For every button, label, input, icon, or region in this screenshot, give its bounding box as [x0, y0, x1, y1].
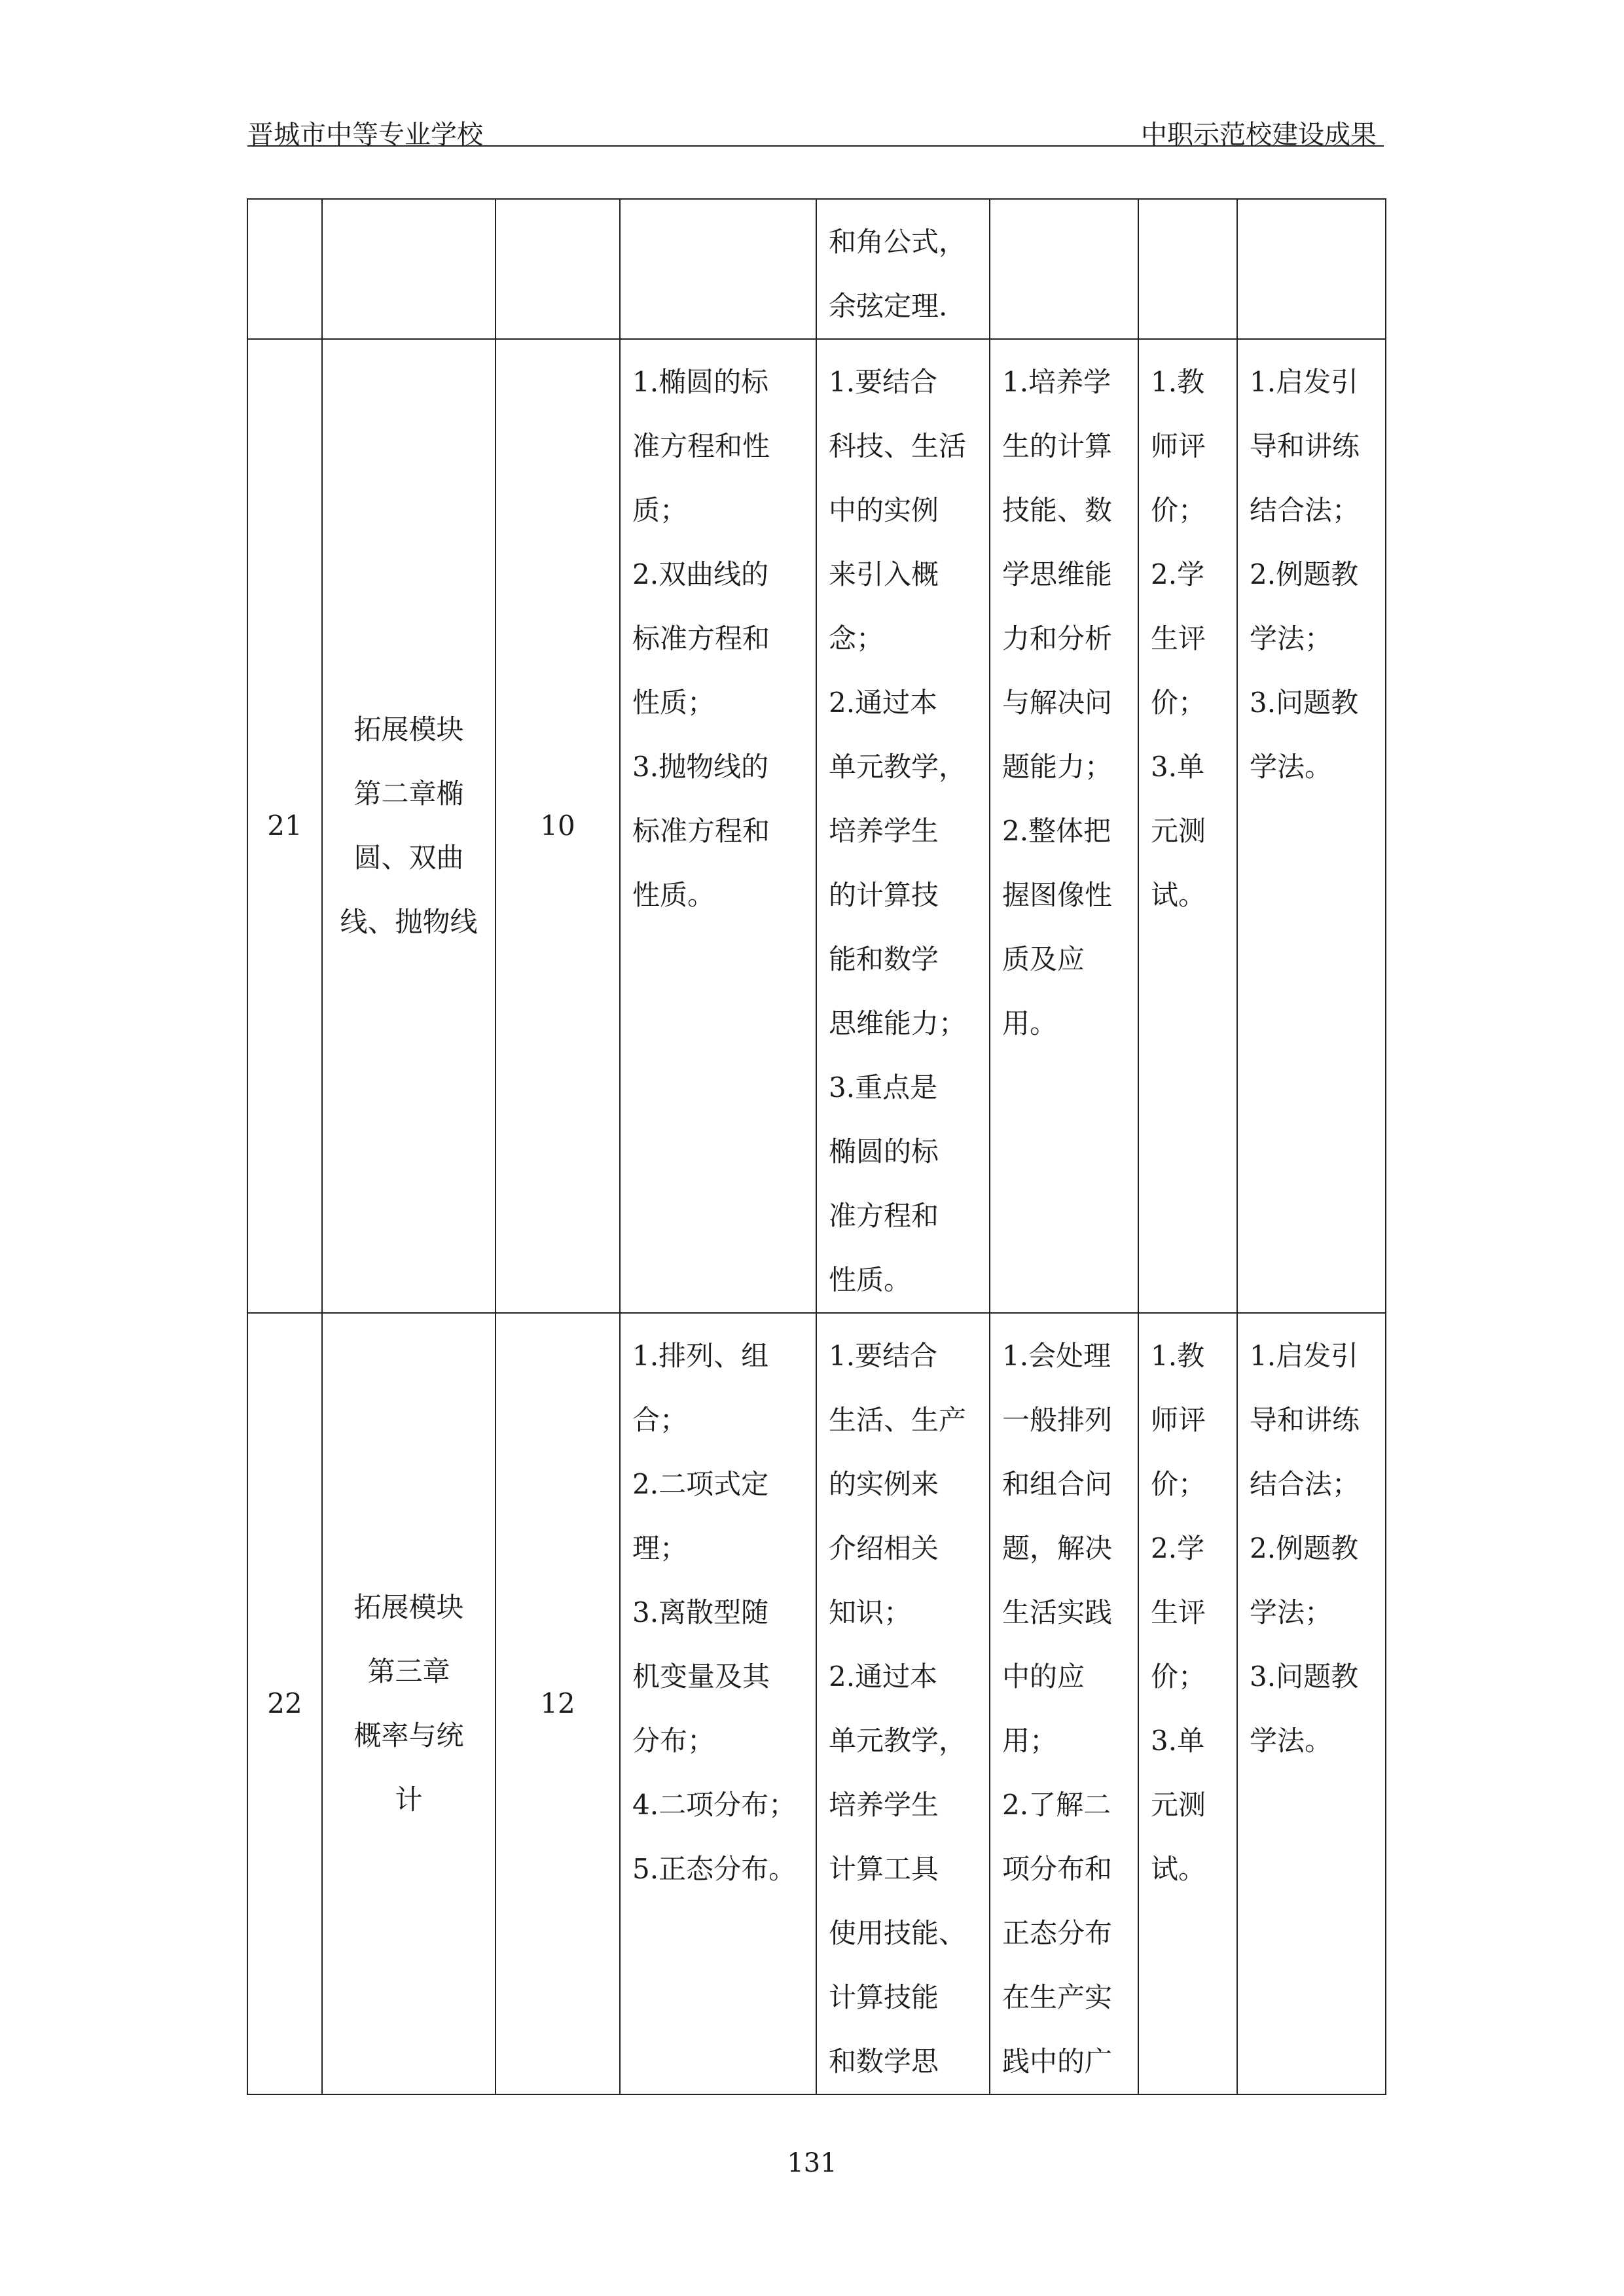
- cell-text-line: 3.单: [1151, 751, 1205, 783]
- cell-text-line: 3.单: [1151, 1725, 1205, 1757]
- cell-text-line: 元测: [1151, 815, 1206, 847]
- cell-text-line: 的实例来: [829, 1468, 939, 1500]
- cell-text-line: 的计算技: [829, 879, 939, 911]
- cell-text-line: 1.启发引: [1250, 1340, 1359, 1372]
- cell-text-line: 5.正态分布。: [632, 1853, 797, 1885]
- cell-text-line: 概率与统: [353, 1719, 464, 1751]
- cell-text-line: 椭圆的标: [829, 1136, 939, 1168]
- cell-methods: [1237, 339, 1386, 1313]
- cell-text-line: 题，解决: [1002, 1532, 1113, 1564]
- cell-text-line: 和角公式，: [829, 226, 967, 258]
- cell-text-line: 3.抛物线的: [632, 751, 769, 783]
- table-body: [247, 199, 1386, 2094]
- cell-text-line: 准方程和性: [632, 430, 770, 462]
- cell-text-line: 价；: [1151, 1660, 1206, 1693]
- cell-number: 22: [247, 1313, 322, 2094]
- cell-text-line: 3.重点是: [829, 1071, 938, 1103]
- cell-methods: [1237, 199, 1386, 339]
- cell-text-line: 性质。: [632, 879, 715, 911]
- cell-text-line: 标准方程和: [632, 815, 770, 847]
- cell-text-line: 价；: [1151, 1468, 1206, 1500]
- cell-text-line: 生评: [1151, 1596, 1206, 1628]
- cell-text-line: 2.通过本: [829, 687, 938, 719]
- cell-text-line: 技能、数: [1002, 494, 1113, 526]
- cell-text-line: 念；: [829, 622, 884, 655]
- cell-text-line: 能和数学: [829, 943, 939, 975]
- cell-text-line: 余弦定理.: [829, 290, 948, 322]
- cell-content: [620, 339, 816, 1313]
- cell-text-line: 性质；: [632, 687, 715, 719]
- cell-goals: [990, 199, 1138, 339]
- cell-text-line: 拓展模块: [353, 713, 464, 745]
- cell-text-line: 正态分布: [1002, 1917, 1113, 1949]
- cell-text-line: 线、抛物线: [340, 906, 478, 938]
- cell-text-line: 用；: [1002, 1725, 1058, 1757]
- cell-text-line: 师评: [1151, 430, 1206, 462]
- cell-text-line: 3.离散型随: [632, 1596, 769, 1628]
- cell-text-line: 计: [395, 1784, 423, 1816]
- cell-hours: [496, 199, 620, 339]
- cell-goals: [990, 339, 1138, 1313]
- cell-methods: [1237, 1313, 1386, 2094]
- cell-text-line: 学法。: [1250, 751, 1333, 783]
- cell-text-line: 1.启发引: [1250, 366, 1359, 398]
- cell-text-line: 试。: [1151, 1853, 1206, 1885]
- cell-text-line: 培养学生: [829, 815, 939, 847]
- cell-text-line: 2.整体把: [1002, 815, 1111, 847]
- cell-text-line: 导和讲练: [1250, 430, 1360, 462]
- cell-text-line: 题能力；: [1002, 751, 1113, 783]
- page-number: 131: [787, 2148, 837, 2178]
- cell-text-line: 拓展模块: [353, 1591, 464, 1623]
- cell-text-line: 生评: [1151, 622, 1206, 655]
- cell-text-line: 单元教学，: [829, 751, 967, 783]
- cell-text-line: 3.问题教: [1250, 687, 1359, 719]
- cell-text-line: 计算技能: [829, 1981, 939, 2013]
- cell-text-line: 1.会处理: [1002, 1340, 1111, 1372]
- cell-text-line: 性质。: [829, 1264, 912, 1296]
- cell-text-line: 2.二项式定: [632, 1468, 769, 1500]
- cell-text-line: 结合法；: [1250, 1468, 1360, 1500]
- cell-text-line: 试。: [1151, 879, 1206, 911]
- cell-text-line: 价；: [1151, 494, 1206, 526]
- cell-hours: 10: [496, 339, 620, 1313]
- cell-text-line: 理；: [632, 1532, 688, 1564]
- cell-text-line: 1.教: [1151, 1340, 1205, 1372]
- cell-text-line: 导和讲练: [1250, 1404, 1360, 1436]
- header-divider: [247, 145, 1384, 147]
- cell-text-line: 培养学生: [829, 1789, 939, 1821]
- cell-text-line: 生活、生产: [829, 1404, 967, 1436]
- cell-text-line: 知识；: [829, 1596, 912, 1628]
- cell-requirements: [816, 339, 990, 1313]
- cell-unit: [322, 1313, 496, 2094]
- cell-text-line: 标准方程和: [632, 622, 770, 655]
- cell-text-line: 中的应: [1002, 1660, 1085, 1693]
- cell-text-line: 师评: [1151, 1404, 1206, 1436]
- cell-text-line: 学法；: [1250, 1596, 1333, 1628]
- cell-number: 21: [247, 339, 322, 1313]
- cell-text-line: 1.椭圆的标: [632, 366, 769, 398]
- cell-goals: [990, 1313, 1138, 2094]
- cell-text-line: 在生产实: [1002, 1981, 1113, 2013]
- cell-text-line: 质及应: [1002, 943, 1085, 975]
- cell-text-line: 用。: [1002, 1007, 1058, 1039]
- cell-text-line: 践中的广: [1002, 2045, 1113, 2077]
- cell-text-line: 与解决问: [1002, 687, 1113, 719]
- cell-text-line: 准方程和: [829, 1200, 939, 1232]
- cell-text-line: 分布；: [632, 1725, 715, 1757]
- cell-text-line: 质；: [632, 494, 688, 526]
- cell-unit: [322, 339, 496, 1313]
- cell-text-line: 握图像性: [1002, 879, 1113, 911]
- table-row: [247, 1313, 1386, 2094]
- curriculum-table: [247, 198, 1386, 2095]
- cell-text-line: 一般排列: [1002, 1404, 1113, 1436]
- cell-text-line: 学法。: [1250, 1725, 1333, 1757]
- cell-text-line: 2.通过本: [829, 1660, 938, 1693]
- cell-assessment: [1138, 339, 1237, 1313]
- cell-text-line: 和组合问: [1002, 1468, 1113, 1500]
- cell-text-line: 2.例题教: [1250, 1532, 1359, 1564]
- cell-text-line: 单元教学，: [829, 1725, 967, 1757]
- cell-requirements: [816, 199, 990, 339]
- cell-number: [247, 199, 322, 339]
- header-school-name: 晋城市中等专业学校: [247, 120, 483, 150]
- cell-text-line: 来引入概: [829, 558, 939, 590]
- cell-text-line: 学思维能: [1002, 558, 1113, 590]
- table-row: [247, 199, 1386, 339]
- cell-content: [620, 199, 816, 339]
- table-row: [247, 339, 1386, 1313]
- cell-text-line: 合；: [632, 1404, 688, 1436]
- cell-text-line: 第二章椭: [353, 778, 464, 810]
- cell-text-line: 价；: [1151, 687, 1206, 719]
- cell-text-line: 1.教: [1151, 366, 1205, 398]
- cell-text-line: 思维能力；: [829, 1007, 967, 1039]
- cell-text-line: 和数学思: [829, 2045, 939, 2077]
- cell-text-line: 2.了解二: [1002, 1789, 1111, 1821]
- cell-text-line: 1.要结合: [829, 366, 938, 398]
- cell-text-line: 1.培养学: [1002, 366, 1111, 398]
- cell-text-line: 介绍相关: [829, 1532, 939, 1564]
- cell-text-line: 项分布和: [1002, 1853, 1113, 1885]
- cell-text-line: 科技、生活: [829, 430, 967, 462]
- cell-assessment: [1138, 199, 1237, 339]
- cell-text-line: 3.问题教: [1250, 1660, 1359, 1693]
- cell-content: [620, 1313, 816, 2094]
- cell-text-line: 元测: [1151, 1789, 1206, 1821]
- cell-text-line: 计算工具: [829, 1853, 939, 1885]
- cell-text-line: 圆、双曲: [353, 842, 464, 874]
- cell-assessment: [1138, 1313, 1237, 2094]
- cell-text-line: 2.学: [1151, 558, 1205, 590]
- cell-text-line: 2.学: [1151, 1532, 1205, 1564]
- cell-text-line: 生活实践: [1002, 1596, 1113, 1628]
- cell-text-line: 2.例题教: [1250, 558, 1359, 590]
- cell-text-line: 结合法；: [1250, 494, 1360, 526]
- header-document-title: 中职示范校建设成果: [1141, 120, 1377, 150]
- cell-requirements: [816, 1313, 990, 2094]
- cell-text-line: 4.二项分布；: [632, 1789, 797, 1821]
- cell-text-line: 机变量及其: [632, 1660, 770, 1693]
- cell-text-line: 1.要结合: [829, 1340, 938, 1372]
- cell-text-line: 生的计算: [1002, 430, 1113, 462]
- cell-text-line: 使用技能、: [829, 1917, 967, 1949]
- cell-text-line: 1.排列、组: [632, 1340, 769, 1372]
- cell-text-line: 力和分析: [1002, 622, 1113, 655]
- cell-text-line: 第三章: [367, 1655, 450, 1687]
- cell-hours: 12: [496, 1313, 620, 2094]
- cell-unit: [322, 199, 496, 339]
- cell-text-line: 2.双曲线的: [632, 558, 769, 590]
- cell-text-line: 中的实例: [829, 494, 939, 526]
- cell-text-line: 学法；: [1250, 622, 1333, 655]
